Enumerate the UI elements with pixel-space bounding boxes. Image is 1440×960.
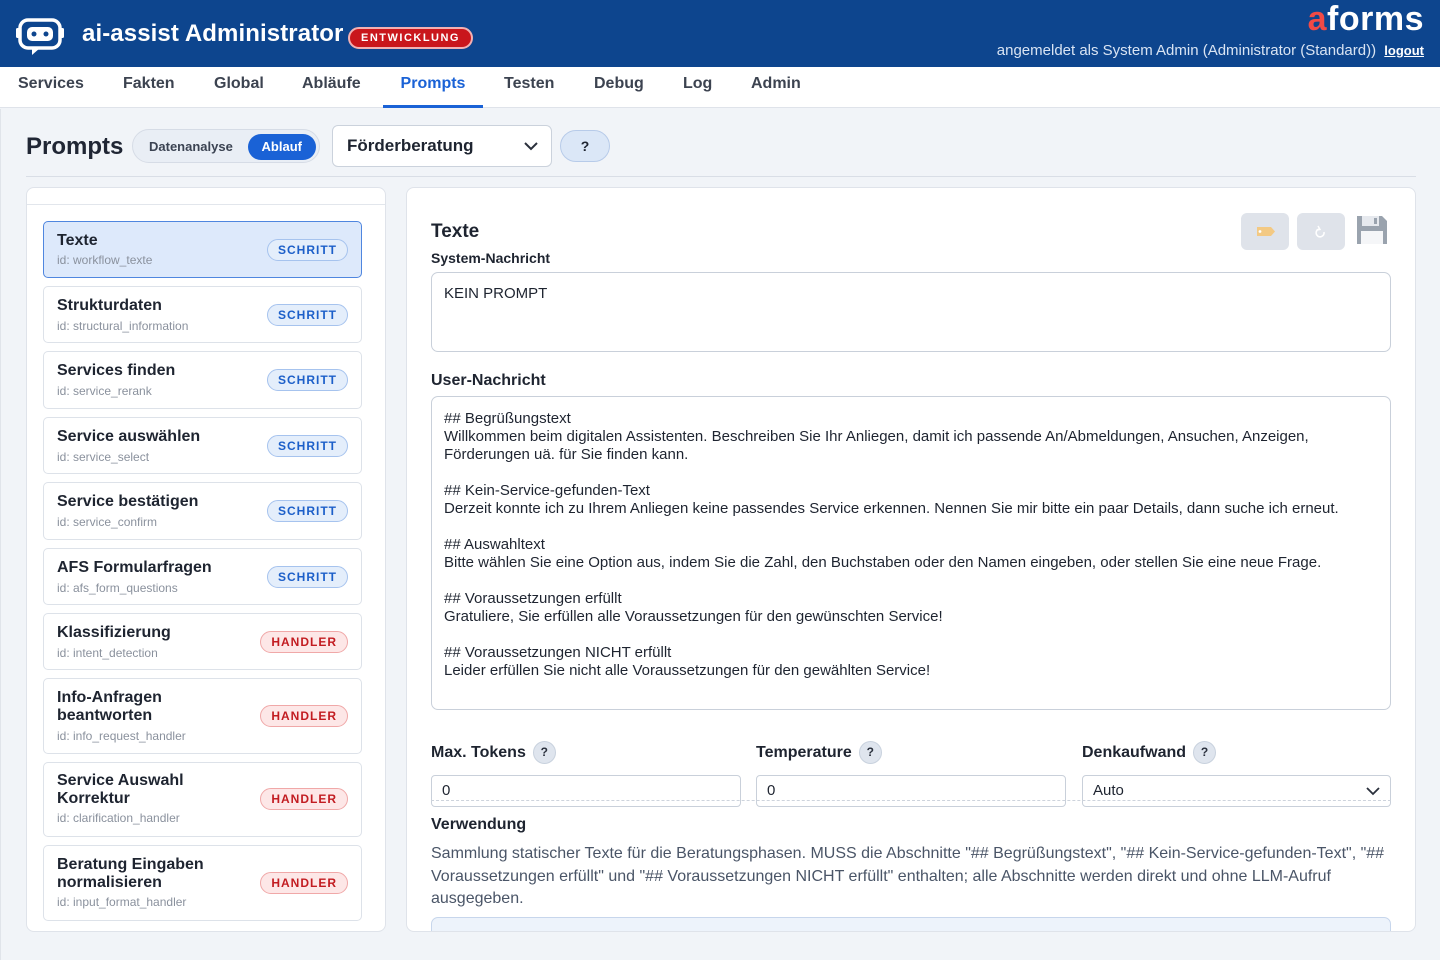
editor-title: Texte: [431, 221, 480, 242]
nav-testen[interactable]: Testen: [504, 75, 555, 92]
item-name: Info-Anfragen beantworten: [57, 689, 162, 724]
max-tokens-label: Max. Tokens: [431, 744, 526, 761]
item-name: AFS Formularfragen: [57, 559, 212, 576]
item-tag: SCHRITT: [267, 566, 348, 588]
list-item-texte[interactable]: [43, 221, 362, 278]
temperature-input[interactable]: 0: [756, 775, 1066, 807]
toggle-datenanalyse[interactable]: Datenanalyse: [149, 139, 233, 154]
effort-help-icon[interactable]: ?: [1193, 741, 1216, 764]
user-message-label: User-Nachricht: [431, 372, 546, 389]
logout-link[interactable]: logout: [1384, 43, 1424, 58]
temperature-label-row: [756, 741, 1066, 765]
item-name: Texte: [57, 232, 98, 249]
item-tag: SCHRITT: [267, 304, 348, 326]
list-item-afs-formularfragen[interactable]: [43, 548, 362, 605]
robot-logo-icon: [16, 14, 64, 56]
item-id: id: workflow_texte: [57, 253, 153, 267]
item-name: Beratung Eingaben normalisieren: [57, 856, 204, 891]
prompt-editor: [406, 187, 1416, 932]
section-divider: [431, 800, 1391, 801]
nav-debug[interactable]: Debug: [594, 75, 644, 92]
tag-button[interactable]: [1241, 213, 1289, 250]
system-message-label: System-Nachricht: [431, 250, 551, 266]
item-id: id: clarification_handler: [57, 811, 180, 825]
nav-fakten[interactable]: Fakten: [123, 75, 175, 92]
list-item-beratung-eingaben[interactable]: [43, 845, 362, 921]
item-tag: SCHRITT: [267, 435, 348, 457]
item-tag: HANDLER: [260, 705, 348, 727]
list-item-strukturdaten[interactable]: [43, 286, 362, 343]
list-item-service-auswahl-korrektur[interactable]: [43, 762, 362, 837]
info-box: [431, 917, 1391, 932]
mode-toggle: [132, 129, 320, 163]
toggle-ablauf[interactable]: Ablauf: [248, 134, 316, 160]
item-tag: SCHRITT: [267, 369, 348, 391]
list-item-service-bestaetigen[interactable]: [43, 482, 362, 540]
nav-log[interactable]: Log: [683, 75, 713, 92]
list-divider: [27, 204, 385, 205]
item-id: id: info_request_handler: [57, 729, 186, 743]
brand-logo-text: forms: [1327, 0, 1424, 38]
tag-icon: [1241, 213, 1289, 250]
environment-badge: ENTWICKLUNG: [348, 27, 473, 49]
page-title: Prompts: [26, 133, 124, 160]
user-message-input[interactable]: ## Begrüßungstext Willkommen beim digitalen Assistenten. Beschreiben Sie Ihr Anliegen, damit ich passende An/Abmeldungen, Ansuchen, Anzeigen, Förderungen uä. für Sie finden kann. ## Kein-Service-gefunden-Text Derzeit konnte ich zu Ihrem Anliegen keine passendes Service erkennen. Nennen Sie mir bitte ein paar Details, dann suche ich erneut. ## Auswahltext Bitte wählen Sie eine Option aus, indem Sie die Zahl, den Buchstaben oder den Namen eingeben, oder stellen Sie eine neue Frage. ## Voraussetzungen erfüllt Gratuliere, Sie erfüllen alle Voraussetzungen für den gewünschten Service! ## Voraussetzungen NICHT erfüllt Leider erfüllen Sie nicht alle Voraussetzungen für den gewählten Service!: [431, 396, 1391, 710]
max-tokens-input[interactable]: 0: [431, 775, 741, 807]
save-icon[interactable]: [1355, 214, 1389, 246]
list-item-service-auswaehlen[interactable]: [43, 417, 362, 474]
temperature-label: Temperature: [756, 744, 852, 761]
usage-title: Verwendung: [431, 816, 527, 833]
max-tokens-label-row: [431, 741, 741, 765]
flow-select-value: Förderberatung: [347, 136, 474, 155]
item-id: id: input_format_handler: [57, 895, 187, 909]
item-name: Service Auswahl Korrektur: [57, 772, 184, 807]
usage-text: Sammlung statischer Texte für die Beratungsphasen. MUSS die Abschnitte "## Begrüßungstext", "## Kein-Service-gefunden-Text", "## Voraussetzungen erfüllt" und "## Voraussetzungen NICHT erfüllt" enthalten; alle Abschnitte werden direkt und ohne LLM-Aufruf ausgegeben.: [431, 845, 1385, 907]
item-id: id: service_select: [57, 450, 150, 464]
chevron-down-icon: [523, 138, 539, 154]
reset-icon: [1297, 213, 1345, 250]
main-nav: [0, 67, 1440, 108]
effort-label-row: [1082, 741, 1391, 765]
item-tag: HANDLER: [260, 788, 348, 810]
temperature-help-icon[interactable]: ?: [859, 741, 882, 764]
item-tag: SCHRITT: [267, 500, 348, 522]
item-name: Services finden: [57, 362, 176, 379]
item-name: Strukturdaten: [57, 297, 162, 314]
effort-select[interactable]: [1082, 775, 1391, 807]
help-button[interactable]: ?: [560, 130, 610, 162]
max-tokens-field: [431, 741, 741, 807]
effort-field: [1082, 741, 1391, 807]
brand-logo-a: a: [1307, 0, 1328, 38]
logged-in-user: angemeldet als System Admin (Administrator (Standard)): [996, 42, 1377, 59]
effort-label: Denkaufwand: [1082, 744, 1187, 761]
brand-logo: [1308, 0, 1424, 39]
temperature-field: [756, 741, 1066, 807]
item-id: id: structural_information: [57, 319, 189, 333]
chevron-down-icon: [1366, 784, 1380, 798]
item-tag: SCHRITT: [267, 239, 348, 261]
system-message-input[interactable]: KEIN PROMPT: [431, 272, 1391, 352]
item-name: Service bestätigen: [57, 493, 199, 510]
top-header: [0, 0, 1440, 67]
list-item-info-anfragen[interactable]: [43, 678, 362, 754]
divider: [26, 176, 1416, 177]
nav-services[interactable]: Services: [18, 75, 84, 92]
app-title: ai-assist Administrator: [82, 20, 344, 47]
item-id: id: intent_detection: [57, 646, 158, 660]
nav-prompts[interactable]: Prompts: [383, 67, 483, 108]
item-name: Service auswählen: [57, 428, 201, 445]
main-content: [0, 109, 1440, 960]
effort-select-value: Auto: [1093, 782, 1124, 799]
nav-admin[interactable]: Admin: [751, 75, 801, 92]
reset-button[interactable]: [1297, 213, 1345, 250]
item-tag: HANDLER: [260, 872, 348, 894]
list-item-services-finden[interactable]: [43, 351, 362, 409]
item-name: Klassifizierung: [57, 624, 171, 641]
prompt-list: [26, 187, 386, 932]
list-item-klassifizierung[interactable]: [43, 613, 362, 670]
max-tokens-help-icon[interactable]: ?: [533, 741, 556, 764]
item-id: id: service_rerank: [57, 384, 152, 398]
login-info: [997, 42, 1424, 59]
nav-global[interactable]: Global: [214, 75, 264, 92]
item-id: id: afs_form_questions: [57, 581, 178, 595]
nav-ablaeufe[interactable]: Abläufe: [302, 75, 361, 92]
flow-select[interactable]: [332, 125, 552, 167]
item-id: id: service_confirm: [57, 515, 158, 529]
item-tag: HANDLER: [260, 631, 348, 653]
